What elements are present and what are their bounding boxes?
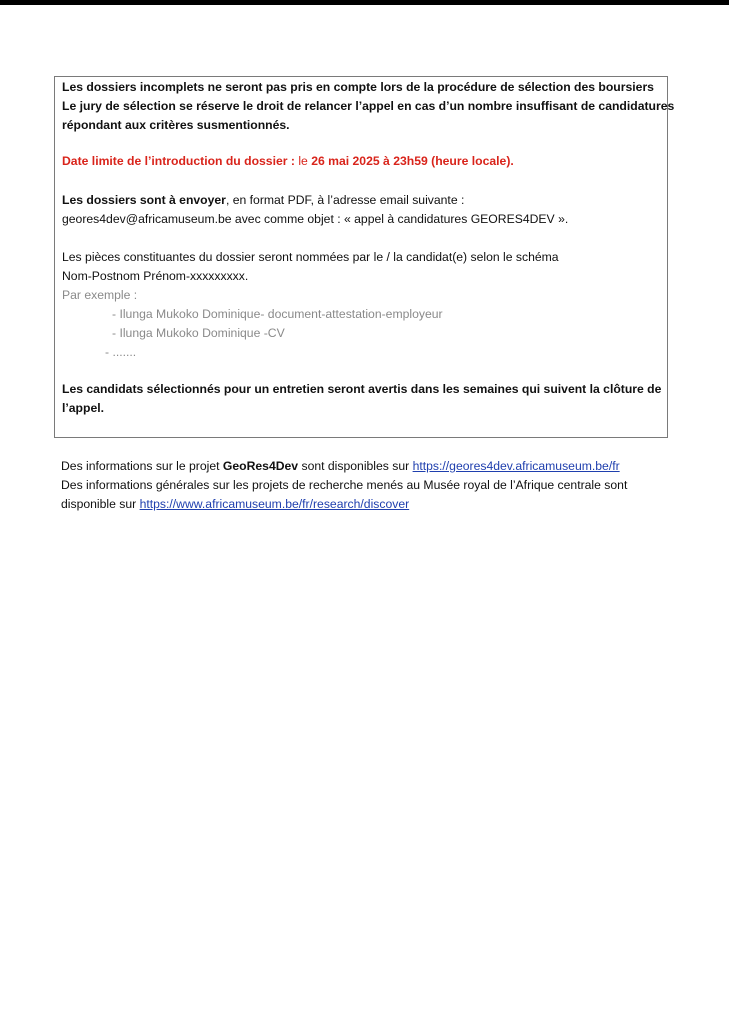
project-name: GeoRes4Dev [222,459,299,473]
deadline-line [62,153,514,169]
naming-line2: Nom-Postnom Prénom-xxxxxxxxx. [62,269,249,283]
research-link[interactable]: https://www.africamuseum.be/fr/research/discover [139,497,410,511]
selected-notice-line2: l’appel. [62,401,104,415]
top-edge-bar [0,0,729,5]
example-label: Par exemple : [62,288,138,302]
project-link[interactable]: https://geores4dev.africamuseum.be/fr [412,459,620,473]
info-line3 [61,496,409,512]
deadline-label: Date limite de l’introduction du dossier : [62,154,299,168]
info-line2: Des informations générales sur les projets de recherche menés au Musée royal de l’Afrique centrale sont [61,478,628,492]
send-bold: Les dossiers sont à envoyer [62,193,226,207]
example-item-3: - ....... [105,345,137,359]
selected-notice-line1: Les candidats sélectionnés pour un entretien seront avertis dans les semaines qui suivent la clôture de [62,382,662,396]
info-mid: sont disponibles sur [298,459,413,473]
info-prefix: Des informations sur le projet [61,459,223,473]
jury-notice-line1: Le jury de sélection se réserve le droit de relancer l’appel en cas d’un nombre insuffisant de candidatures [62,99,675,113]
info-line3-prefix: disponible sur [61,497,140,511]
info-line1 [61,458,620,474]
naming-line1: Les pièces constituantes du dossier seront nommées par le / la candidat(e) selon le schéma [62,250,559,264]
incomplete-notice: Les dossiers incomplets ne seront pas pris en compte lors de la procédure de sélection des boursiers [62,80,654,94]
notice-box [54,76,675,438]
deadline-value: 26 mai 2025 à 23h59 (heure locale). [311,154,514,168]
email-line: geores4dev@africamuseum.be avec comme objet : « appel à candidatures GEORES4DEV ». [62,212,569,226]
example-item-2: - Ilunga Mukoko Dominique -CV [112,326,285,340]
send-rest: , en format PDF, à l’adresse email suivante : [225,193,465,207]
deadline-le: le [298,154,312,168]
send-instruction [62,192,464,208]
jury-notice-line2: répondant aux critères susmentionnés. [62,118,290,132]
example-item-1: - Ilunga Mukoko Dominique- document-attestation-employeur [112,307,443,321]
